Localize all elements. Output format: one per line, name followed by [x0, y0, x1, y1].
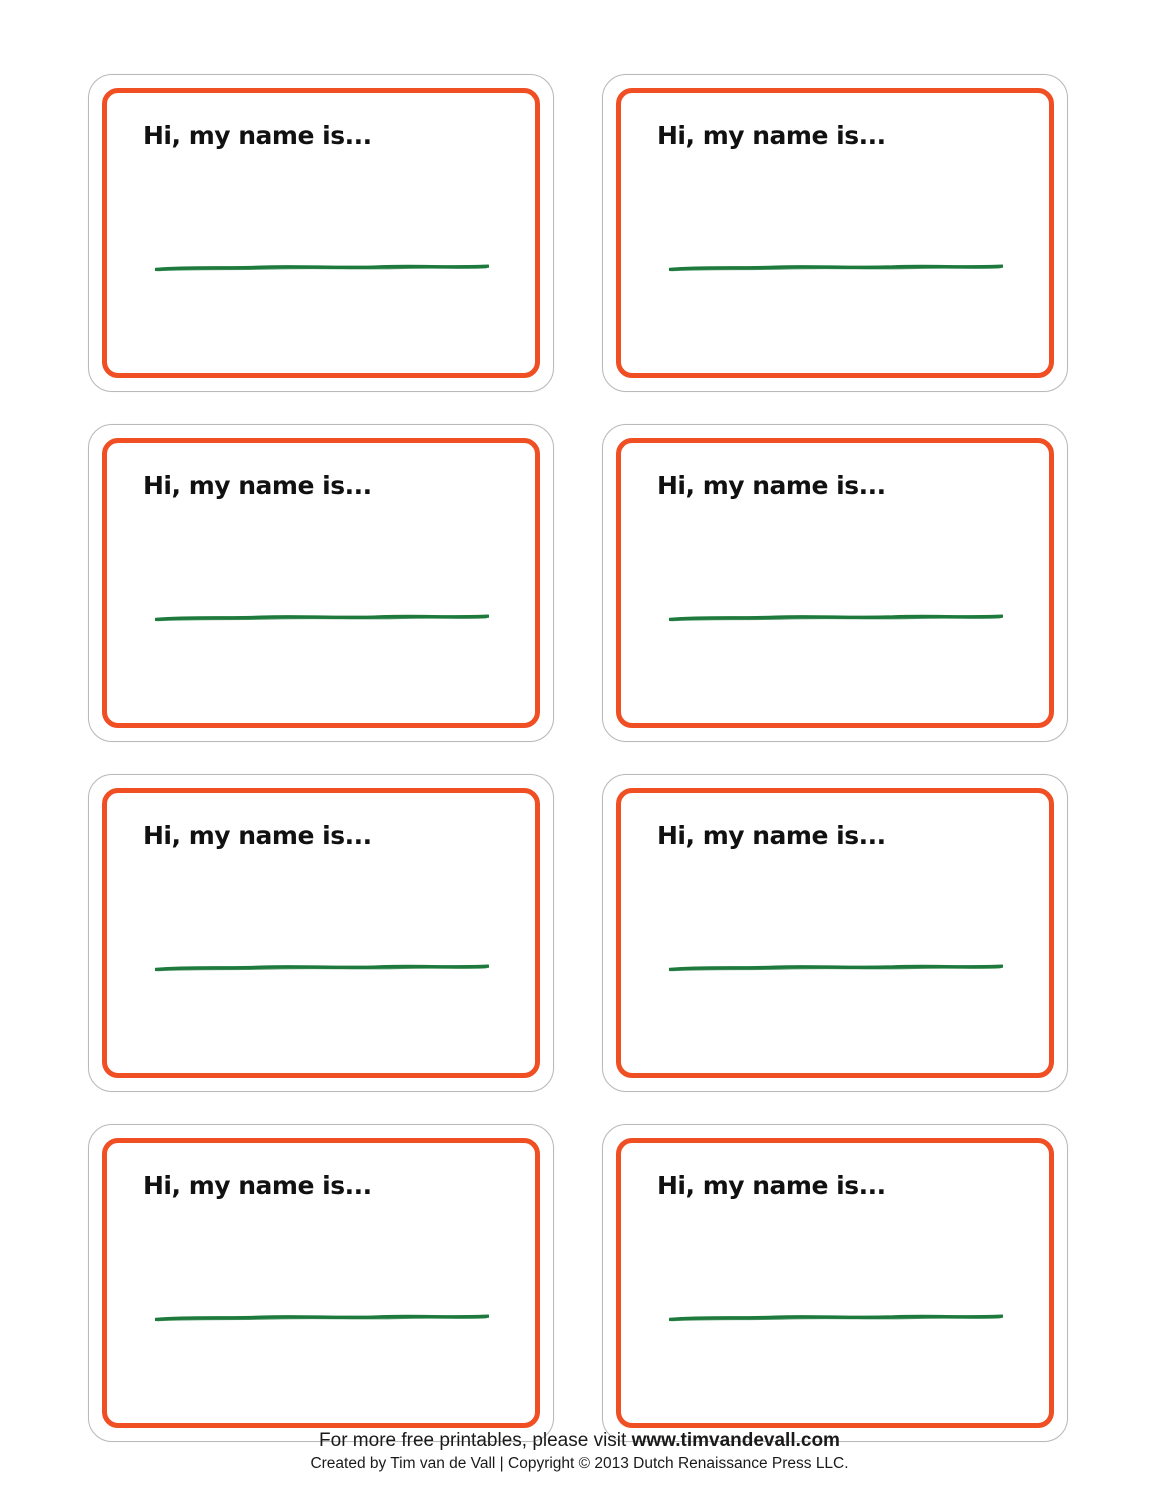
page-footer: [0, 1428, 1159, 1474]
name-tag-title: Hi, my name is...: [657, 821, 886, 850]
name-tag-card[interactable]: [602, 774, 1068, 1092]
name-tag-title: Hi, my name is...: [143, 1171, 372, 1200]
name-tag-inner-border: [616, 788, 1054, 1078]
name-tag-card[interactable]: [88, 424, 554, 742]
name-tag-card[interactable]: [602, 74, 1068, 392]
name-tag-title: Hi, my name is...: [143, 471, 372, 500]
footer-copyright: Created by Tim van de Vall | Copyright © 2013 Dutch Renaissance Press LLC.: [310, 1455, 849, 1472]
footer-promo-text: For more free printables, please visit: [319, 1430, 632, 1451]
name-tag-inner-border: [616, 88, 1054, 378]
name-tag-card[interactable]: [602, 1124, 1068, 1442]
name-tag-title: Hi, my name is...: [657, 471, 886, 500]
name-tag-title: Hi, my name is...: [143, 121, 372, 150]
name-tag-inner-border: [616, 1138, 1054, 1428]
name-tag-card[interactable]: [88, 774, 554, 1092]
name-write-line: [155, 263, 489, 273]
footer-website-link[interactable]: www.timvandevall.com: [631, 1430, 840, 1451]
name-tag-grid: [88, 74, 1068, 1442]
name-tag-inner-border: [102, 788, 540, 1078]
name-write-line: [669, 263, 1003, 273]
name-write-line: [669, 1313, 1003, 1323]
name-tag-inner-border: [102, 88, 540, 378]
name-write-line: [155, 963, 489, 973]
name-tag-title: Hi, my name is...: [657, 121, 886, 150]
footer-promo-line: [0, 1428, 1159, 1453]
name-tag-title: Hi, my name is...: [657, 1171, 886, 1200]
name-write-line: [669, 963, 1003, 973]
name-tag-title: Hi, my name is...: [143, 821, 372, 850]
name-tag-inner-border: [102, 438, 540, 728]
name-write-line: [155, 613, 489, 623]
name-tag-card[interactable]: [88, 74, 554, 392]
name-tag-card[interactable]: [602, 424, 1068, 742]
name-tag-inner-border: [102, 1138, 540, 1428]
name-write-line: [669, 613, 1003, 623]
name-tag-inner-border: [616, 438, 1054, 728]
name-write-line: [155, 1313, 489, 1323]
name-tag-card[interactable]: [88, 1124, 554, 1442]
